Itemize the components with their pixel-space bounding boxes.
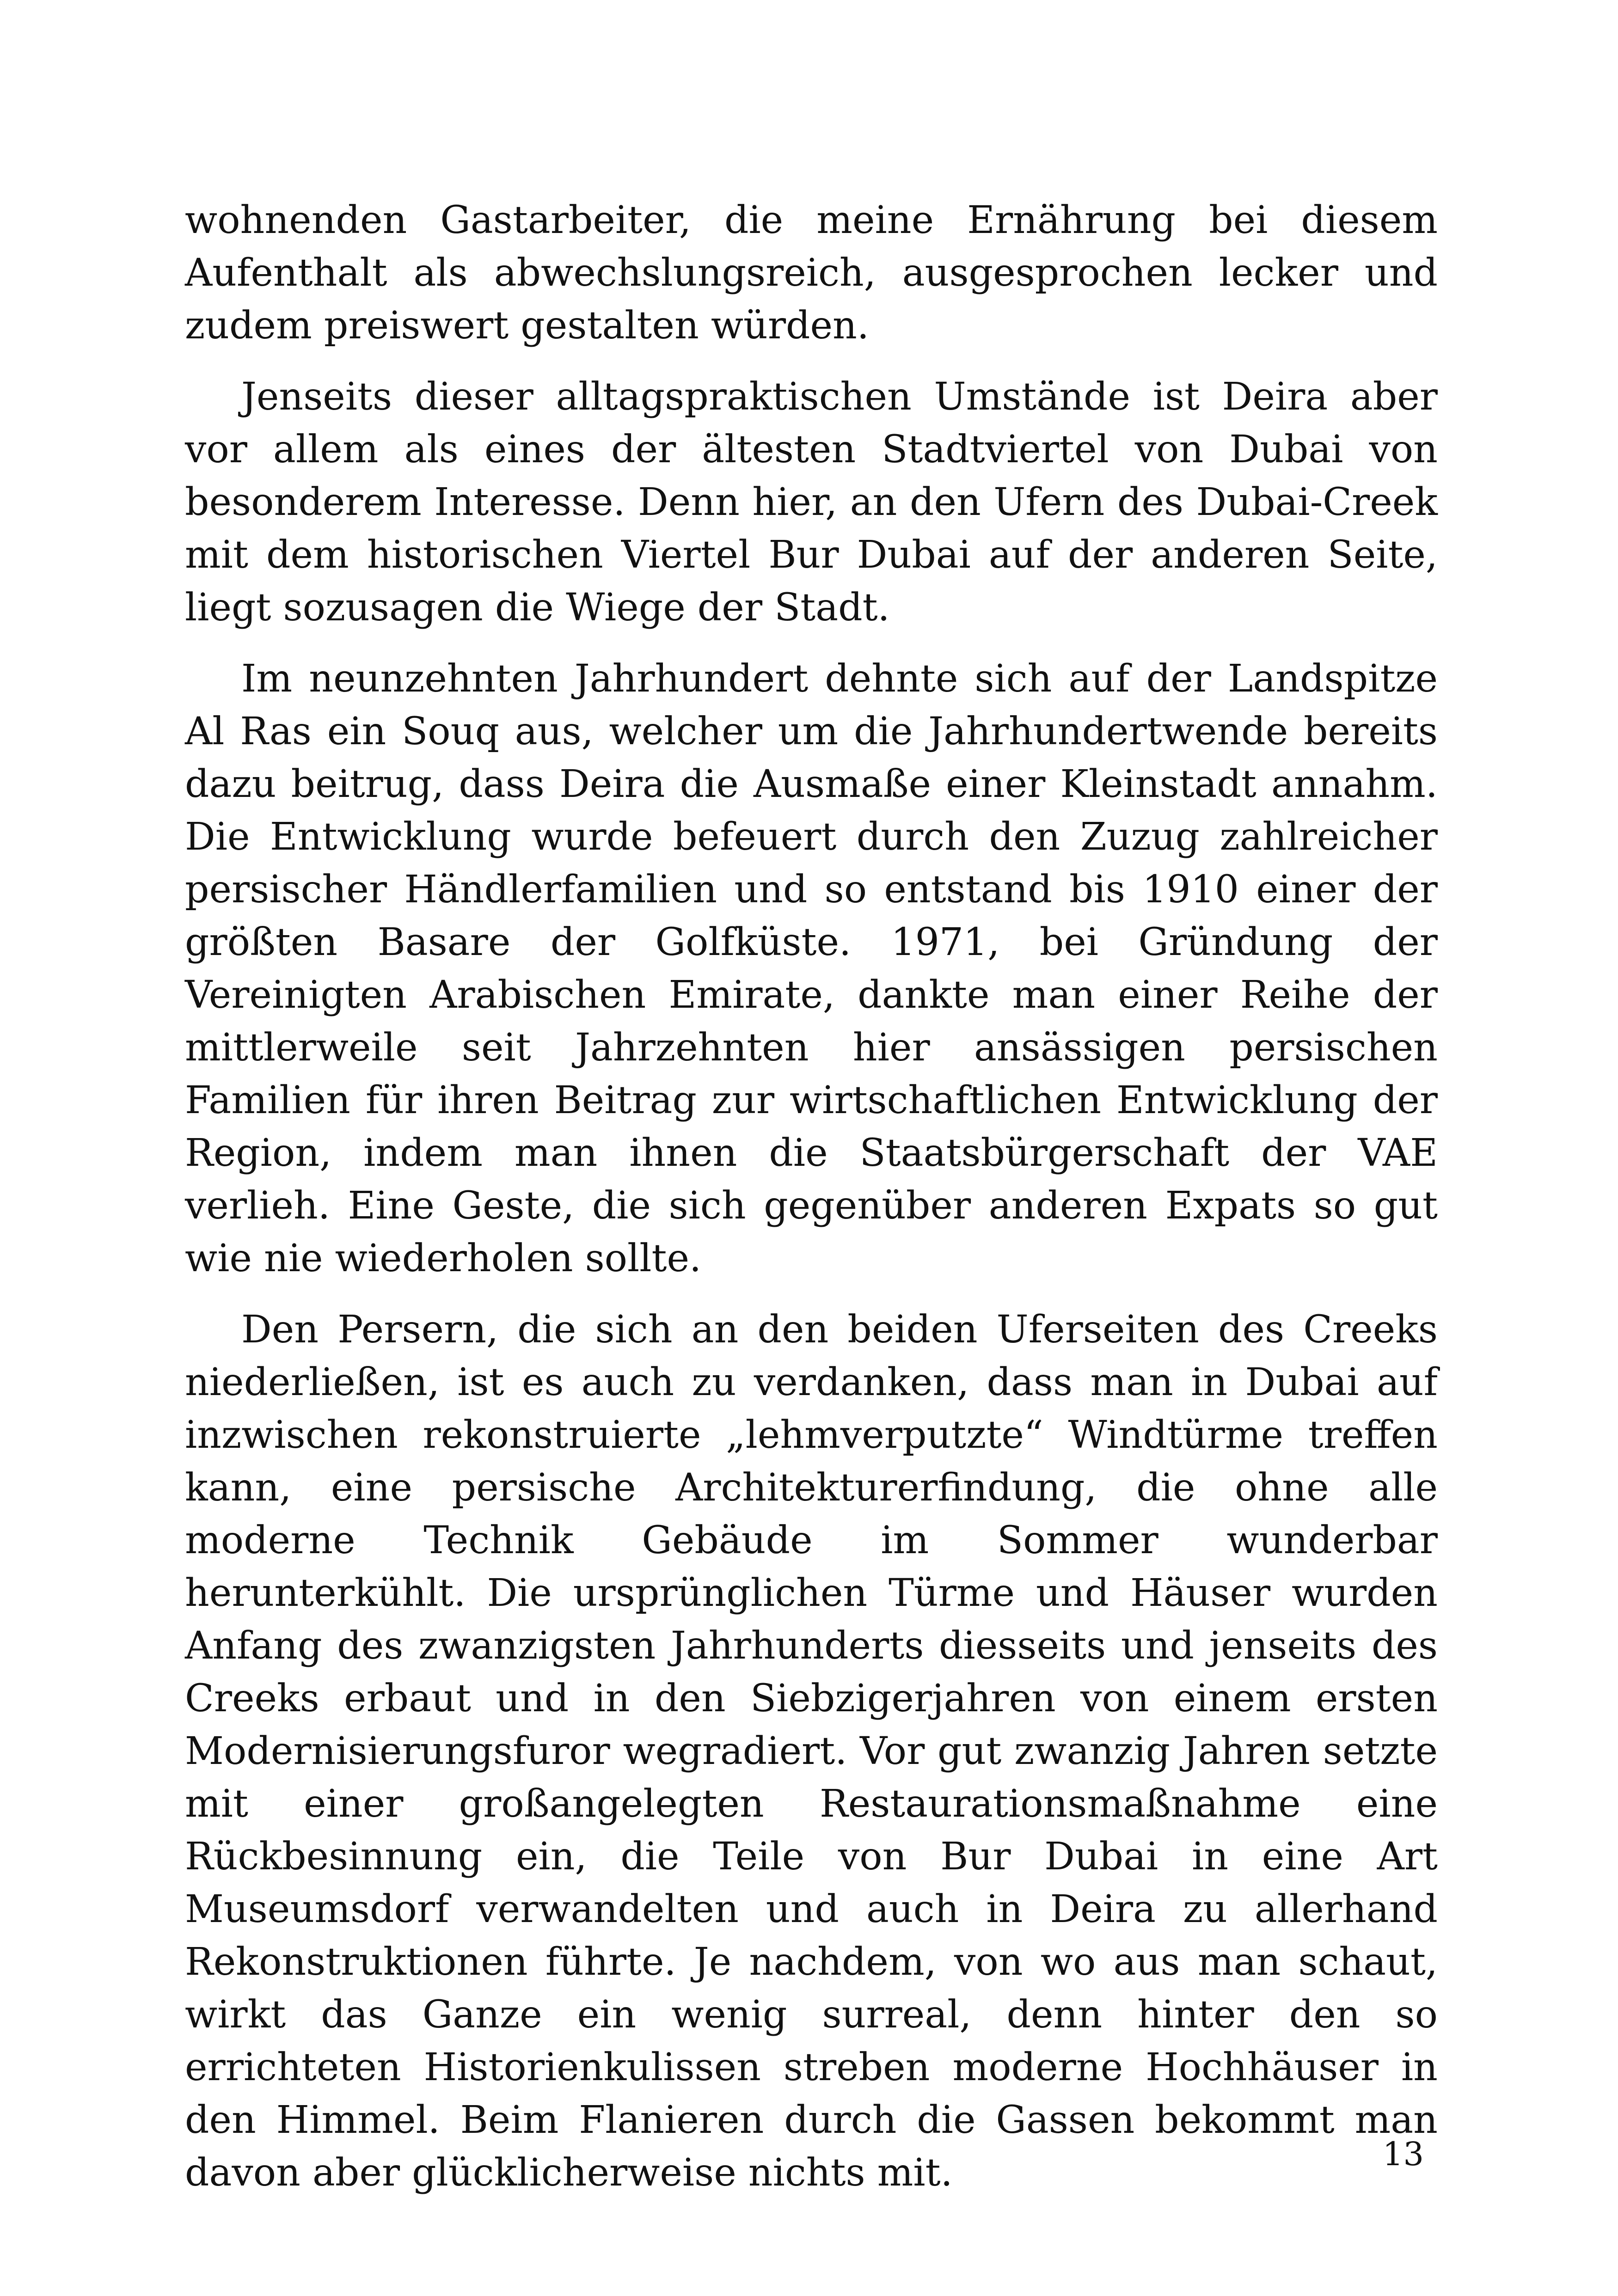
paragraph-history-souq: Im neunzehnten Jahrhundert dehnte sich auf der Landspitze Al Ras ein Souq aus, welcher um die Jahrhundertwende bereits dazu beitrug, dass Deira die Ausmaße einer Kleinstadt annahm. Die Entwicklung wurde befeuert durch den Zuzug zahlreicher persischer Händlerfamilien und so entstand bis 1910 einer der größten Basare der Golfküste. 1971, bei Gründung der Vereinigten Arabischen Emirate, dankte man einer Reihe der mittlerweile seit Jahrzehnten hier ansässigen persischen Familien für ihren Beitrag zur wirtschaftlichen Entwicklung der Region, indem man ihnen die Staatsbürgerschaft der VAE verlieh. Eine Geste, die sich gegenüber anderen Expats so gut wie nie wiederholen sollte.: [185, 657, 1438, 1280]
paragraph-wind-towers: Den Persern, die sich an den beiden Uferseiten des Creeks niederließen, ist es auch zu verdanken, dass man in Dubai auf inzwischen rekonstruierte „lehmverputzte“ Windtürme treffen kann, eine persische Architekturerfindung, die ohne alle moderne Technik Gebäude im Sommer wunderbar herunterkühlt. Die ursprünglichen Türme und Häuser wurden Anfang des zwanzigsten Jahrhunderts diesseits und jenseits des Creeks erbaut und in den Siebzigerjahren von einem ersten Modernisierungsfuror wegradiert. Vor gut zwanzig Jahren setzte mit einer großangelegten Restaurationsmaßnahme eine Rückbesinnung ein, die Teile von Bur Dubai in eine Art Museumsdorf verwandelten und auch in Deira zu allerhand Rekonstruktionen führte. Je nachdem, von wo aus man schaut, wirkt das Ganze ein wenig surreal, denn hinter den so errichteten Historienkulissen streben moderne Hochhäuser in den Himmel. Beim Flanieren durch die Gassen bekommt man davon aber glücklicherweise nichts mit.: [185, 1308, 1438, 2195]
page-number: 13: [1382, 2135, 1424, 2173]
paragraph-continued: wohnenden Gastarbeiter, die meine Ernährung bei diesem Aufenthalt als abwechslungsreich, ausgesprochen lecker und zudem preiswert gestalten würden.: [185, 198, 1438, 348]
paragraph-deira-interest: Jenseits dieser alltagspraktischen Umstände ist Deira aber vor allem als eines der ältesten Stadtviertel von Dubai von besonderem Interesse. Denn hier, an den Ufern des Dubai-Creek mit dem historischen Viertel Bur Dubai auf der anderen Seite, liegt sozusagen die Wiege der Stadt.: [185, 375, 1438, 630]
body-text: [185, 194, 1438, 2218]
